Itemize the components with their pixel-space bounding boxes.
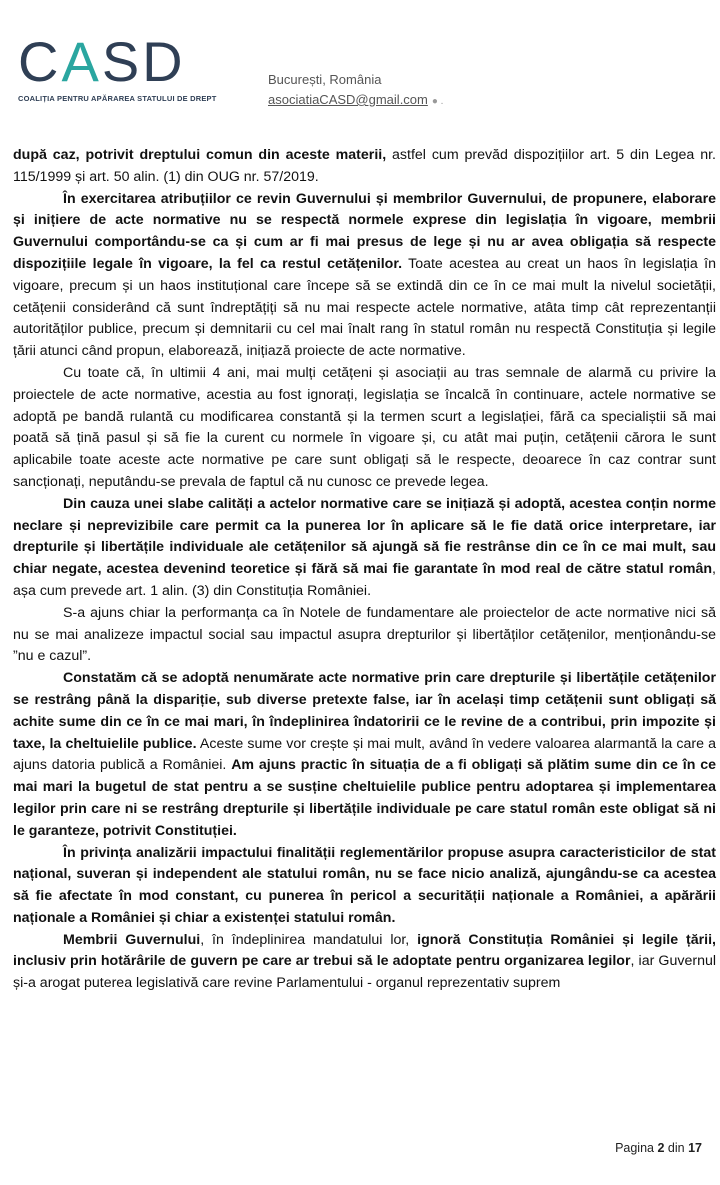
bold-text: Am ajuns practic în situația de a fi obligați să plătim sume din ce în ce mai mari la bugetul de stat pentru a se susține cheltuielile publice pentru adoptarea și implementarea legilor prin care ni se restrâng drepturile și libertățile individuale pe care statul român este obligat să ni le garanteze, potrivit Constituției. [13,757,716,839]
page-number [615,1141,702,1155]
paragraph [13,603,716,668]
paragraph [13,145,716,189]
logo-wordmark [18,30,233,93]
text-segment: , iar Guvernul și-a arogat puterea legislativă care revine Parlamentului - organul reprezentativ suprem [13,953,717,992]
logo-letter-s: S [101,30,143,93]
text-segment: astfel cum prevăd dispozițiilor art. 5 din Legea nr. 115/1999 și art. 50 alin. (1) din OUG nr. 57/2019. [13,147,716,185]
text-segment: , în îndeplinirea mandatului lor, [200,931,418,948]
bold-text: după caz, potrivit dreptului comun din aceste materii, [13,147,387,163]
paragraph [13,494,716,603]
text-segment: S-a ajuns chiar la performanța ca în Notele de fundamentare ale proiectelor de acte normative nici să nu se mai analizeze impactul social sau impactul asupra drepturilor și libertăților cetățenilor, menționându-se ”nu e cazul”. [13,604,716,665]
logo-letter-d: D [142,30,186,93]
paragraph [13,363,716,494]
paragraph [13,668,716,842]
bold-text: Din cauza unei slabe calități a actelor normative care se inițiază și adoptă, acestea conțin norme neclare și neprevizibile care permit ca la punerea lor în aplicare să le fie dată orice interpretare, iar drepturile și libertățile individuale ale cetățenilor să ajungă să fie restrânse din ce în ce mai mult, sau chiar negate, acestea devenind teoretice și fără să mai fie garantate în mod real de către statul român [13,495,716,578]
bold-text: Constatăm că se adoptă nenumărate acte normative prin care drepturile și libertățile cetățenilor se restrâng până la dispariție, sub diverse pretexte false, iar în același timp cetățenii sunt obligați să achite sume din ce în ce mai mari, în îndeplinirea îndatoririi ce le revine de a contribui, prin impozite și taxe, la cheltuielile publice. [13,670,716,752]
document-body [13,145,716,995]
page-header [0,0,720,140]
paragraph [13,189,716,363]
text-segment: Cu toate că, în ultimii 4 ani, mai mulți cetățeni și asociații au tras semnale de alarmă cu privire la proiectele de acte normative, acestia au fost ignorați, legislația se încalcă în continuare, actele normative se adoptă pe bandă rulantă cu modificarea constantă și la termen scurt a legislației, fără ca specialiștii să mai poată să țină pasul și să fie la curent cu normele în vigoare și, cu atât mai puțin, cetățenii cărora le sunt aplicabile toate aceste acte normative pe care sunt obligați să le respecte, deoarece în caz contrar sunt sancționați, neputându-se prevala de faptul că nu cunosc ce prevede legea. [13,364,716,490]
bold-text: Membrii Guvernului [63,931,201,948]
page-current: 2 [657,1141,665,1155]
page-total: 17 [688,1141,702,1155]
paragraph [13,843,716,930]
paragraph [13,930,716,995]
contact-block [268,70,443,112]
city-text: București, România [268,72,382,87]
bold-text: În privința analizării impactului finalității reglementărilor propuse asupra caracteristicilor de stat național, suveran și independent ale statului român, nu se face nicio analiză, ajungându-se ca acestea să fie afectate în mod constant, cu punerea în pericol a securității naționale a României, a apărării naționale a României și chiar a existenței statului român. [13,844,716,926]
logo-letter-a: A [61,30,102,93]
text-segment: Toate acestea au creat un haos în legislația în vigoare, precum și un haos instituțional care începe să se extindă din ce în ce mai mult la nivelul societății, cetățenii considerând că sunt îndreptățiți să nu mai respecte actele normative, atâta timp cât reprezentanții autorităților publice, precum și demnitarii cu cel mai înalt rang în statul român nu respectă Constituția și legile țării atunci când propun, elaborează, inițiază proiecte de acte normative. [13,255,716,360]
page-label: Pagina [615,1141,654,1155]
logo-subtitle: COALIȚIA PENTRU APĂRAREA STATULUI DE DREPT [18,94,217,103]
text-segment: , așa cum prevede art. 1 alin. (3) din Constituția României. [13,561,716,599]
text-segment: Aceste sume vor crește și mai mult, având în vedere valoarea alarmantă la care a ajuns datoria publică a României. [13,735,716,774]
email-link[interactable]: asociatiaCASD@gmail.com [268,92,428,107]
casd-logo [18,30,233,103]
bold-text: ignoră Constituția României și legile țării, inclusiv prin hotărârile de guvern pe care ar trebui să le adoptate pentru organizarea legilor [13,931,716,970]
dots-icon: ● . [431,96,444,107]
page-separator: din [667,1141,685,1155]
logo-letter-c: C [18,30,62,93]
bold-text: În exercitarea atribuțiilor ce revin Guvernului și membrilor Guvernului, de propunere, elaborare și inițiere de acte normative nu se respectă normele exprese din legislația în vigoare, membrii Guvernului comportându-se ca și cum ar fi mai presus de lege și nu ar avea obligația să respecte dispozițiile legale în vigoare, la fel ca restul cetățenilor. [13,190,716,272]
